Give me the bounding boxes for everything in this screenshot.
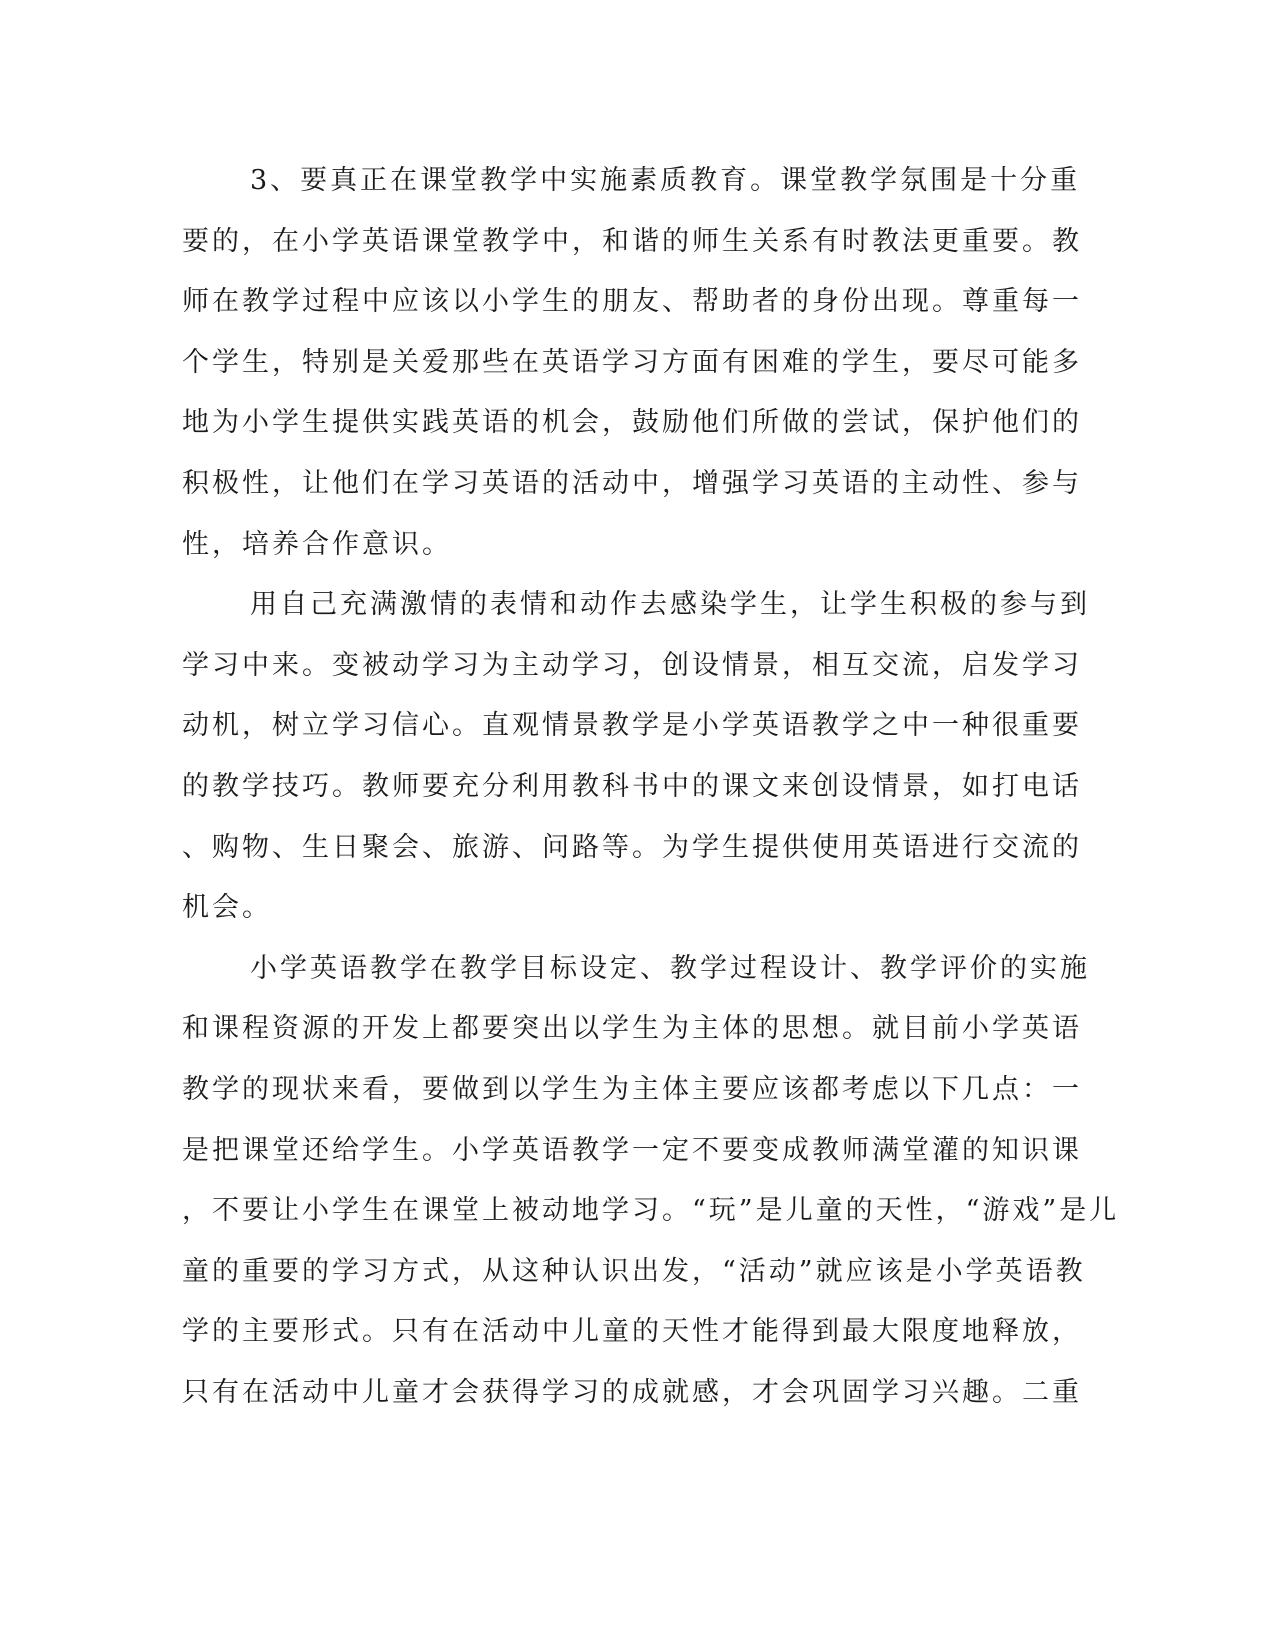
paragraph-1-line-3: 师在教学过程中应该以小学生的朋友、帮助者的身份出现。尊重每一 — [182, 286, 1082, 318]
paragraph-3-line-1: 小学英语教学在教学目标设定、教学过程设计、教学评价的实施 — [250, 952, 1090, 984]
paragraph-2-line-2: 学习中来。变被动学习为主动学习，创设情景，相互交流，启发学习 — [182, 649, 1082, 681]
paragraph-3-line-7: 学的主要形式。只有在活动中儿童的天性才能得到最大限度地释放， — [182, 1316, 1082, 1348]
paragraph-2-line-1: 用自己充满激情的表情和动作去感染学生，让学生积极的参与到 — [250, 589, 1090, 621]
paragraph-1-line-5: 地为小学生提供实践英语的机会，鼓励他们所做的尝试，保护他们的 — [182, 407, 1082, 439]
paragraph-1-line-1: 3、要真正在课堂教学中实施素质教育。课堂教学氛围是十分重 — [250, 165, 1081, 196]
paragraph-1-line-4: 个学生，特别是关爱那些在英语学习方面有困难的学生，要尽可能多 — [182, 346, 1082, 378]
paragraph-2-line-6: 机会。 — [182, 892, 272, 924]
paragraph-3-line-8: 只有在活动中儿童才会获得学习的成就感，才会巩固学习兴趣。二重 — [182, 1376, 1082, 1408]
paragraph-1-line-6: 积极性，让他们在学习英语的活动中，增强学习英语的主动性、参与 — [182, 467, 1082, 499]
paragraph-2-line-3: 动机，树立学习信心。直观情景教学是小学英语教学之中一种很重要 — [182, 710, 1082, 742]
paragraph-1-line-7: 性，培养合作意识。 — [182, 528, 452, 560]
paragraph-3-line-6: 童的重要的学习方式，从这种认识出发，“活动”就应该是小学英语教 — [182, 1255, 1086, 1287]
paragraph-3-line-5: ，不要让小学生在课堂上被动地学习。“玩”是儿童的天性，“游戏”是儿 — [182, 1195, 1120, 1227]
paragraph-3-line-2: 和课程资源的开发上都要突出以学生为主体的思想。就目前小学英语 — [182, 1013, 1082, 1045]
paragraph-3-line-4: 是把课堂还给学生。小学英语教学一定不要变成教师满堂灌的知识课 — [182, 1134, 1082, 1166]
paragraph-3-line-3: 教学的现状来看，要做到以学生为主体主要应该都考虑以下几点：一 — [182, 1073, 1082, 1105]
paragraph-2-line-4: 的教学技巧。教师要充分利用教科书中的课文来创设情景，如打电话 — [182, 770, 1082, 802]
body-text — [182, 161, 1120, 1433]
paragraph-1-line-2: 要的，在小学英语课堂教学中，和谐的师生关系有时教法更重要。教 — [182, 225, 1082, 257]
paragraph-2-line-5: 、购物、生日聚会、旅游、问路等。为学生提供使用英语进行交流的 — [182, 831, 1082, 863]
